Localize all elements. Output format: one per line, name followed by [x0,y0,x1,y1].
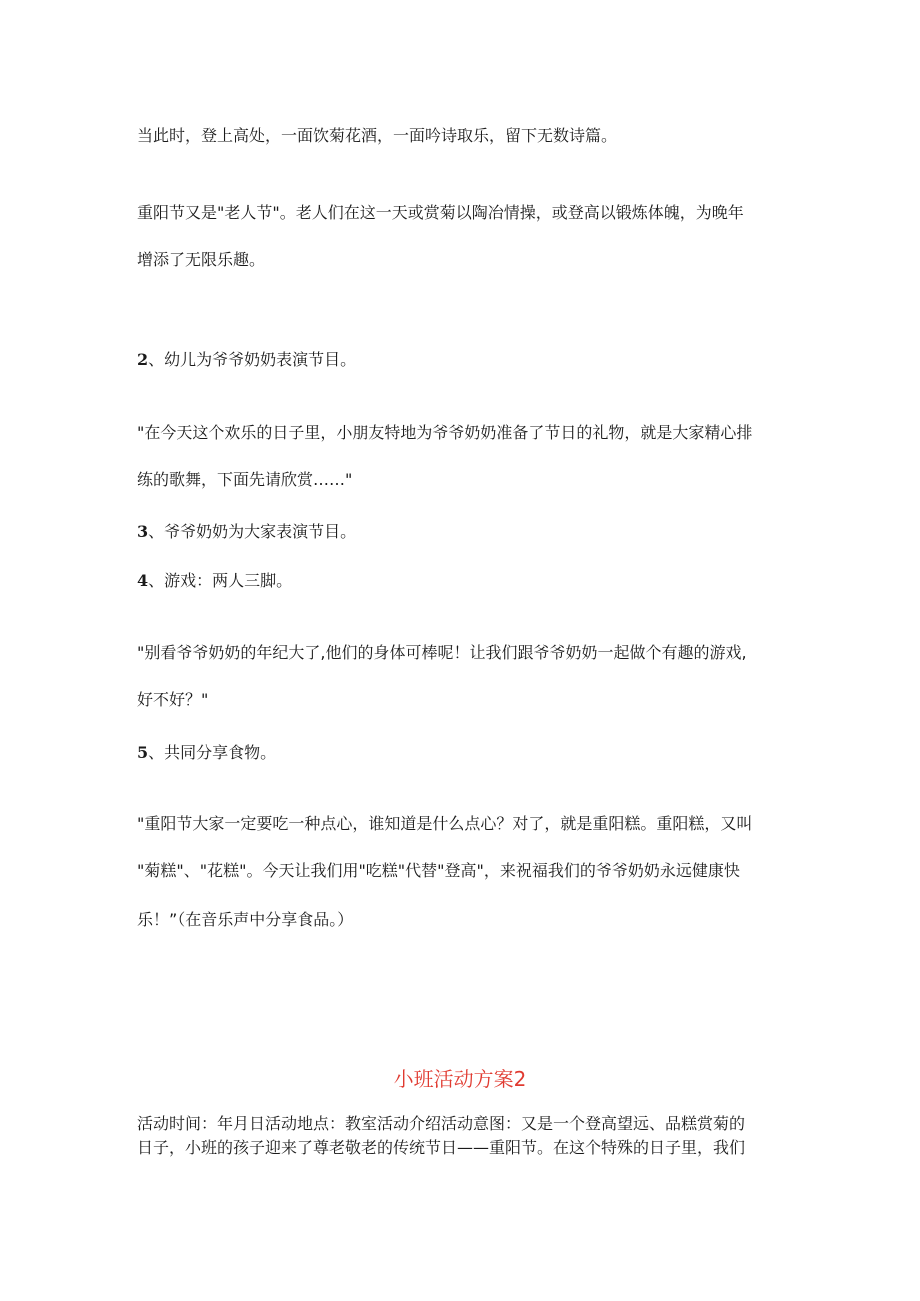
paragraph-line: 练的歌舞，下面先请欣赏……" [137,470,353,489]
paragraph-line: "别看爷爷奶奶的年纪大了,他们的身体可棒呢！让我们跟爷爷奶奶一起做个有趣的游戏, [137,643,747,662]
list-item-2: 2、幼儿为爷爷奶奶表演节目。 [137,350,357,369]
paragraph-line: "重阳节大家一定要吃一种点心，谁知道是什么点心？对了，就是重阳糕。重阳糕，又叫 [137,814,753,833]
paragraph-line: 好不好？" [137,690,209,709]
paragraph-line: "菊糕"、"花糕"。今天让我们用"吃糕"代替"登高"，来祝福我们的爷爷奶奶永远健康快 [137,861,740,880]
paragraph-line: 日子，小班的孩子迎来了尊老敬老的传统节日——重阳节。在这个特殊的日子里，我们 [137,1138,746,1157]
list-item-5: 5、共同分享食物。 [137,743,277,762]
list-item-3: 3、爷爷奶奶为大家表演节目。 [137,522,357,541]
paragraph-line: 重阳节又是"老人节"。老人们在这一天或赏菊以陶冶情操，或登高以锻炼体魄，为晚年 [137,203,744,222]
paragraph-line: 增添了无限乐趣。 [137,250,266,269]
list-number: 3 [137,522,149,541]
list-number: 5 [137,743,149,762]
paragraph-line: 活动时间：年月日活动地点：教室活动介绍活动意图：又是一个登高望远、品糕赏菊的 [137,1114,746,1133]
section-title: 小班活动方案2 [393,1067,527,1091]
list-item-4: 4、游戏：两人三脚。 [137,571,293,590]
list-number: 4 [137,571,149,590]
paragraph-line: 当此时，登上高处，一面饮菊花酒，一面吟诗取乐，留下无数诗篇。 [137,126,618,145]
list-number: 2 [137,350,149,369]
paragraph-line: "在今天这个欢乐的日子里，小朋友特地为爷爷奶奶准备了节日的礼物，就是大家精心排 [137,423,753,442]
paragraph-line: 乐！”（在音乐声中分享食品。） [137,910,354,929]
